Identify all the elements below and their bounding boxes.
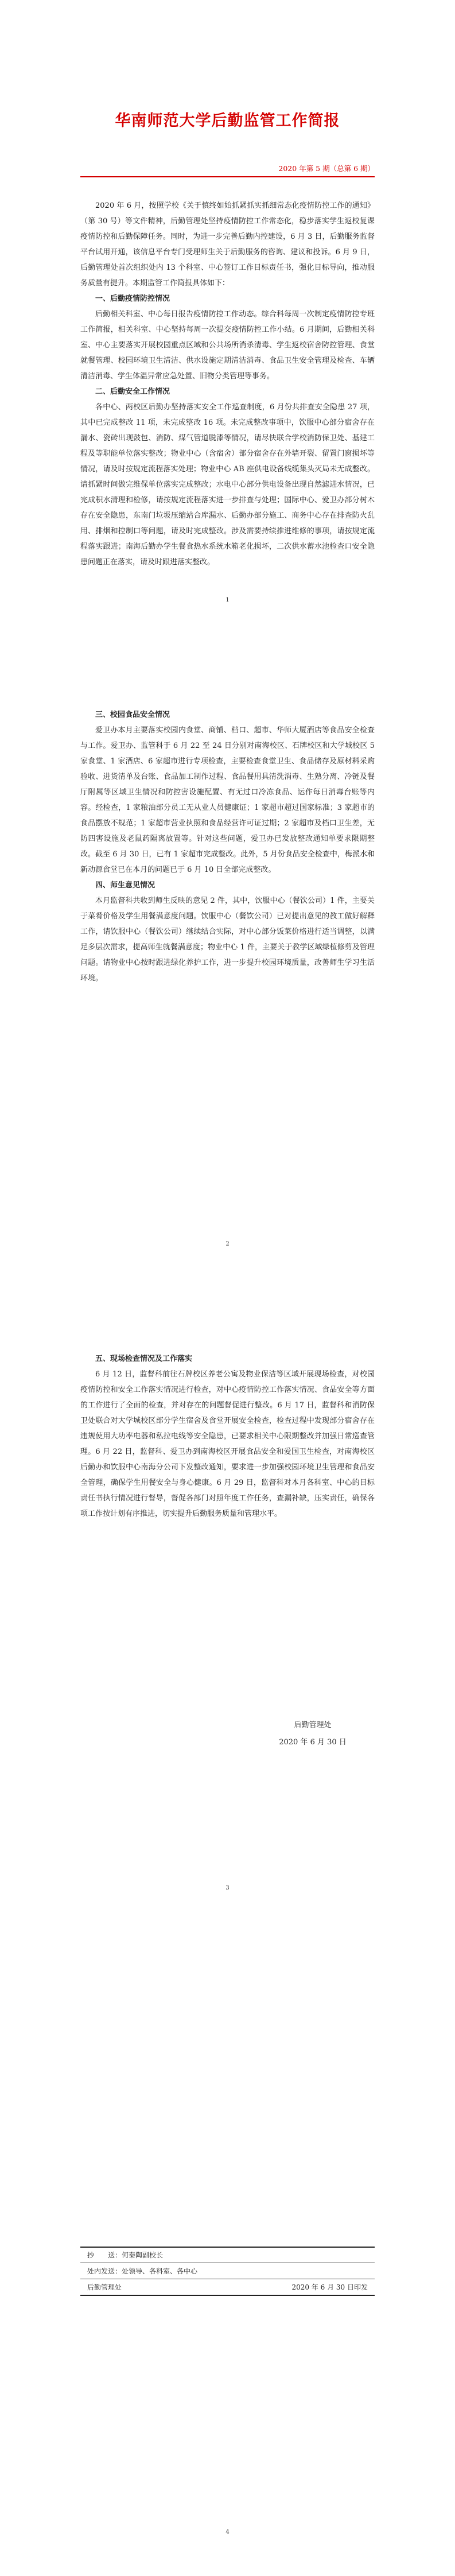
- page-number: 4: [225, 2529, 230, 2535]
- footer-internal: 处内发送：处领导、各科室、各中心: [87, 2267, 198, 2275]
- section-paragraph: 爱卫办本月主要落实校园内食堂、商铺、档口、超市、华师大厦酒店等食品安全检查与工作。爱卫办、监管科于 6 月 22 至 24 日分别对南海校区、石牌校区和大学城校区 5 家食堂、1 家酒店、6 家超市进行专项检查，主要检查食堂卫生、食品储存及原材料采购验收、进货清单及台账、食品加工制作过程、食品餐用具清洗消毒、生熟分离、冷链及餐厅附属等区域卫生情况和防控害设施配置、有无过口冷冻食品、运作每日消毒台账等内容。经检查，1 家粮油部分员工无从业人员健康证；1 家超市超过国家标准；3 家超市的食品摆放不规范；1 家超市营业执照和食品经营许可证过期；2 家超市及档口卫生差，无防四害设施及老鼠药隔离放置等。针对这些问题，爱卫办已发放整改通知单要求限期整改。截至 6 月 30 日，已有 1 家超市完成整改。此外，5 月份食品安全检查中，梅派水和新动源食堂已在本月的问题已于 6 月 10 日全部完成整改。: [80, 726, 375, 874]
- page-2: [0, 644, 455, 1288]
- footer-rule-bottom: [80, 2295, 375, 2296]
- footer-cc: 抄 送：何秦陶副校长: [87, 2251, 164, 2259]
- section-paragraph: 6 月 12 日，监督科前往石牌校区养老公寓及物业保洁等区域开展现场检查，对校园疫情防控和安全工作落实情况进行检查，对中心疫情防控工作落实情况、食品安全等方面的工作进行了全面的检查，并对存在的问题督促进行整改。6 月 17 日，监督科和消防保卫处联合对大学城校区部分学生宿舍及食堂开展安全检查，检查过程中发现部分宿舍存在违规使用大功率电器和私拉电线等安全隐患，已要求相关中心限期整改并加强日常巡查管理。6 月 22 日，监督科、爱卫办到南海校区开展食品安全和爱国卫生检查，对南海校区后勤办和饮服中心南海分公司下发整改通知，要求进一步加强校园环境卫生管理和食品安全管理，确保学生用餐安全与身心健康。6 月 29 日，监督科对本月各科室、中心的目标责任书执行情况进行督导，督促各部门对照年度工作任务，查漏补缺，压实责任，确保各项工作按计划有序推进，切实提升后勤服务质量和管理水平。: [80, 1370, 375, 1518]
- page-number: 2: [225, 1241, 230, 1247]
- section-heading: 五、现场检查情况及工作落实: [95, 1355, 193, 1363]
- issue-number: 2020 年第 5 期（总第 6 期）: [278, 164, 375, 173]
- footer-issuer: 后勤管理处: [87, 2283, 122, 2291]
- section-heading: 二、后勤安全工作情况: [95, 387, 170, 396]
- red-divider: [80, 176, 375, 177]
- section-heading: 一、后勤疫情防控情况: [95, 294, 170, 303]
- footer-rule-top: [80, 2247, 375, 2248]
- intro-paragraph: 2020 年 6 月，按照学校《关于慎终如始抓紧抓实抓细常态化疫情防控工作的通知》（第 30 号）等文件精神，后勤管理处坚持疫情防控工作常态化，稳步落实学生返校复课疫情防控和后勤保障任务。同时，为进一步完善后勤内控建设，6 月 3 日，后勤服务监督平台试用开通，该信息平台专门受理师生关于后勤服务的咨询、建议和投诉。6 月 9 日，后勤管理处首次组织处内 13 个科室、中心签订工作目标责任书，强化目标导向，推动服务质量有提升。本期监管工作简报具体如下：: [80, 201, 375, 288]
- section-paragraph: 各中心、两校区后勤办坚持落实安全工作巡查制度，6 月份共排查安全隐患 27 项，其中已完成整改 11 项，未完成整改 16 项。未完成整改事项中，饮服中心部分宿舍存在漏水、瓷砖出现鼓包、消防、煤气管道脱漆等情况，请尽快联合学校消防保卫处、基建工程及等职能单位落实整改；物业中心（含宿舍）部分宿舍存在外墙开裂、留置门窗损坏等情况，请及时按规定流程落实处理；物业中心 AB 座供电设备线缆集头灭局未无成整改。请抓紧时间做完维保单位落实完成整改；水电中心部分供电设备出现自然滤进水情况，已完成积水清理和检修，请按规定流程落实进一步排查与处理；国际中心、爱卫办部分树木存在安全隐患，东南门垃圾压缩站合库漏水、后勤办部分施工、商务中心存在排查防火乱用、排烟和控制口等问题，请及时完成整改。涉及需要持续推进维修的事项，请按规定流程落实跟进；南海后勤办学生餐食热水系统水箱老化损坏，二次供水蓄水池检查口安全隐患问题正在落实，请及时跟进落实整改。: [80, 403, 375, 567]
- footer-print-date: 2020 年 6 月 30 日印发: [291, 2283, 368, 2291]
- page-number: 3: [225, 1885, 230, 1891]
- document-title: 华南师范大学后勤监管工作简报: [115, 112, 340, 130]
- page-2-body: [80, 707, 375, 983]
- page-1-body: [80, 198, 375, 567]
- page-4: [0, 1932, 455, 2576]
- section-heading: 三、校园食品安全情况: [95, 711, 170, 719]
- section-paragraph: 后勤相关科室、中心每日报告疫情防控工作动态。综合科每周一次制定疫情防控专班工作简报，相关科室、中心坚持每周一次提交疫情防控工作小结。6 月期间，后勤相关科室、中心主要落实开展校园重点区域和公共场所消杀清毒、学生返校宿舍防控管理、食堂就餐管理、校园环境卫生清洁、供水设施定期清洁消毒、食品卫生安全管理及检查、车辆清洁消毒、学生体温异常应急处置、旧物分类管理等事务。: [80, 310, 375, 381]
- signature-date: 2020 年 6 月 30 日: [279, 1738, 347, 1747]
- section-paragraph: 本月监督科共收到师生反映的意见 2 件，其中，饮服中心（餐饮公司）1 件，主要关于菜肴价格及学生用餐满意度问题。饮服中心（餐饮公司）已对提出意见的教工做好解释工作，请饮服中心（餐饮公司）继续结合实际，对中心部分饭菜价格进行适当调整，以满足多层次需求，提高师生就餐满意度；物业中心 1 件，主要关于教学区域绿植修剪及管理问题。请物业中心按时跟进绿化养护工作，进一步提升校园环境质量，改善师生学习生活环境。: [80, 897, 375, 983]
- section-heading: 四、师生意见情况: [95, 881, 155, 890]
- page-1: [0, 0, 455, 644]
- page-3-body: [80, 1351, 375, 1522]
- signature-org: 后勤管理处: [294, 1721, 332, 1729]
- page-number: 1: [225, 597, 230, 603]
- page-3: [0, 1288, 455, 1932]
